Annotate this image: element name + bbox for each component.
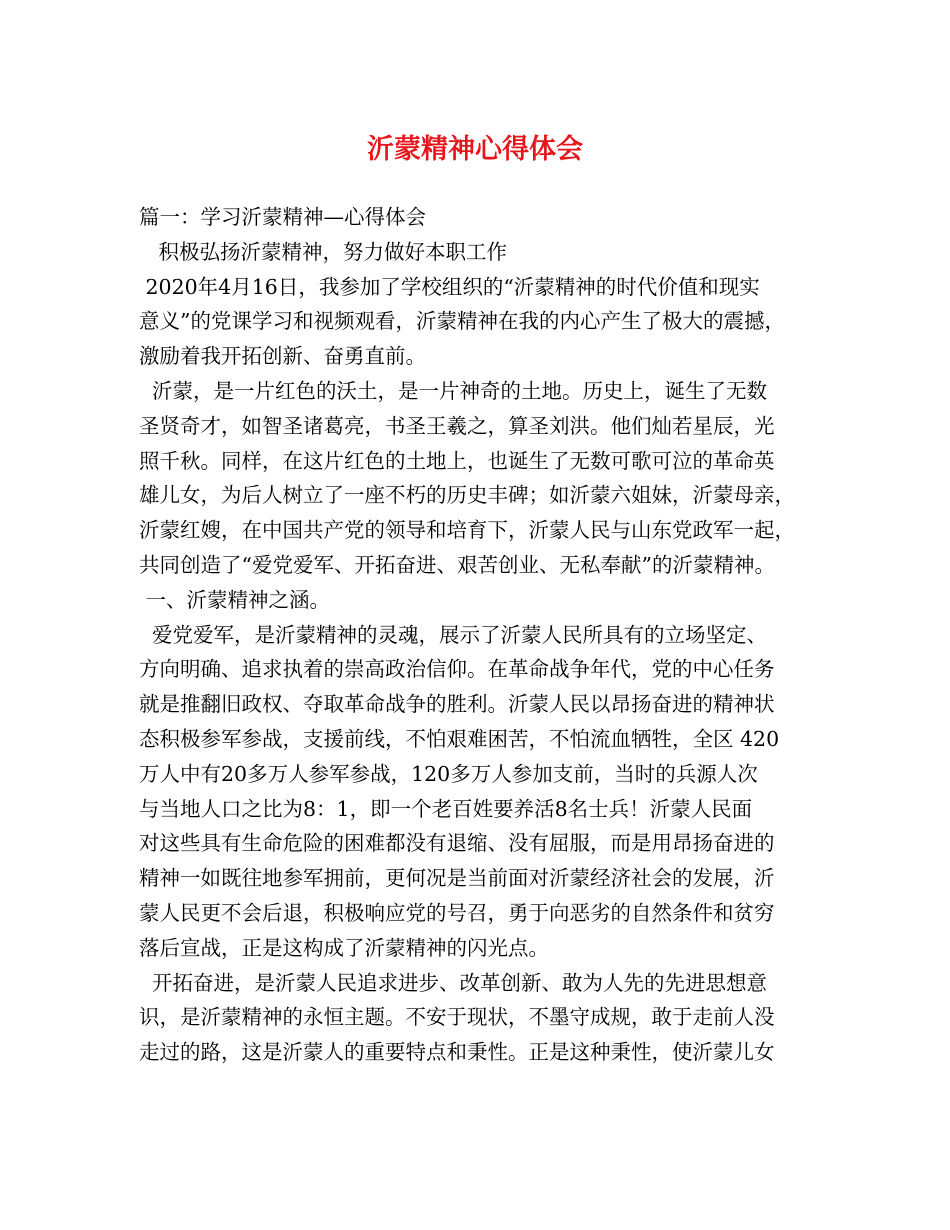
body-line: 积极弘扬沂蒙精神，努力做好本职工作 [139,239,508,264]
body-line: 方向明确、追求执着的崇高政治信仰。在革命战争年代，党的中心任务 [139,657,775,682]
body-line: 精神一如既往地参军拥前，更何况是当前面对沂蒙经济社会的发展，沂 [139,866,775,891]
body-line: 爱党爱军，是沂蒙精神的灵魂，展示了沂蒙人民所具有的立场坚定、 [139,622,768,647]
body-line: 开拓奋进，是沂蒙人民追求进步、改革创新、敢为人先的先进思想意 [139,970,768,995]
body-line: 走过的路，这是沂蒙人的重要特点和秉性。正是这种秉性，使沂蒙儿女 [139,1040,775,1065]
body-line: 沂蒙红嫂，在中国共产党的领导和培育下，沂蒙人民与山东党政军一起， [139,518,795,543]
body-line: 对这些具有生命危险的困难都没有退缩、没有屈服，而是用昂扬奋进的 [139,831,775,856]
section-heading: 一、沂蒙精神之涵。 [139,587,331,612]
body-line: 识，是沂蒙精神的永恒主题。不安于现状，不墨守成规，敢于走前人没 [139,1005,775,1030]
body-line: 沂蒙，是一片红色的沃土，是一片神奇的土地。历史上，诞生了无数 [139,378,768,403]
body-line: 雄儿女，为后人树立了一座不朽的历史丰碑；如沂蒙六姐妹，沂蒙母亲， [139,483,795,508]
body-line: 态积极参军参战，支援前线，不怕艰难困苦，不怕流血牺牲，全区 420 [139,726,780,751]
body-line: 共同创造了“爱党爱军、开拓奋进、艰苦创业、无私奉献”的沂蒙精神。 [139,552,775,577]
body-line: 蒙人民更不会后退，积极响应党的号召，勇于向恶劣的自然条件和贫穷 [139,900,775,925]
body-line: 万人中有20多万人参军参战，120多万人参加支前，当时的兵源人次 [139,761,758,786]
document-title: 沂蒙精神心得体会 [367,134,583,165]
body-line: 就是推翻旧政权、夺取革命战争的胜利。沂蒙人民以昂扬奋进的精神状 [139,692,775,717]
body-line: 2020年4月16日，我参加了学校组织的“沂蒙精神的时代价值和现实 [139,274,760,299]
document-body [139,200,819,1070]
body-line: 篇一：学习沂蒙精神—心得体会 [139,205,426,229]
body-line: 意义”的党课学习和视频观看，沂蒙精神在我的内心产生了极大的震撼， [139,309,785,334]
body-line: 圣贤奇才，如智圣诸葛亮，书圣王羲之，算圣刘洪。他们灿若星辰，光 [139,413,775,438]
body-line: 落后宣战，正是这构成了沂蒙精神的闪光点。 [139,935,549,960]
body-line: 与当地人口之比为8：1，即一个老百姓要养活8名士兵！沂蒙人民面 [139,796,753,821]
body-line: 照千秋。同样，在这片红色的土地上，也诞生了无数可歌可泣的革命英 [139,448,775,473]
body-line: 激励着我开拓创新、奋勇直前。 [139,344,426,369]
